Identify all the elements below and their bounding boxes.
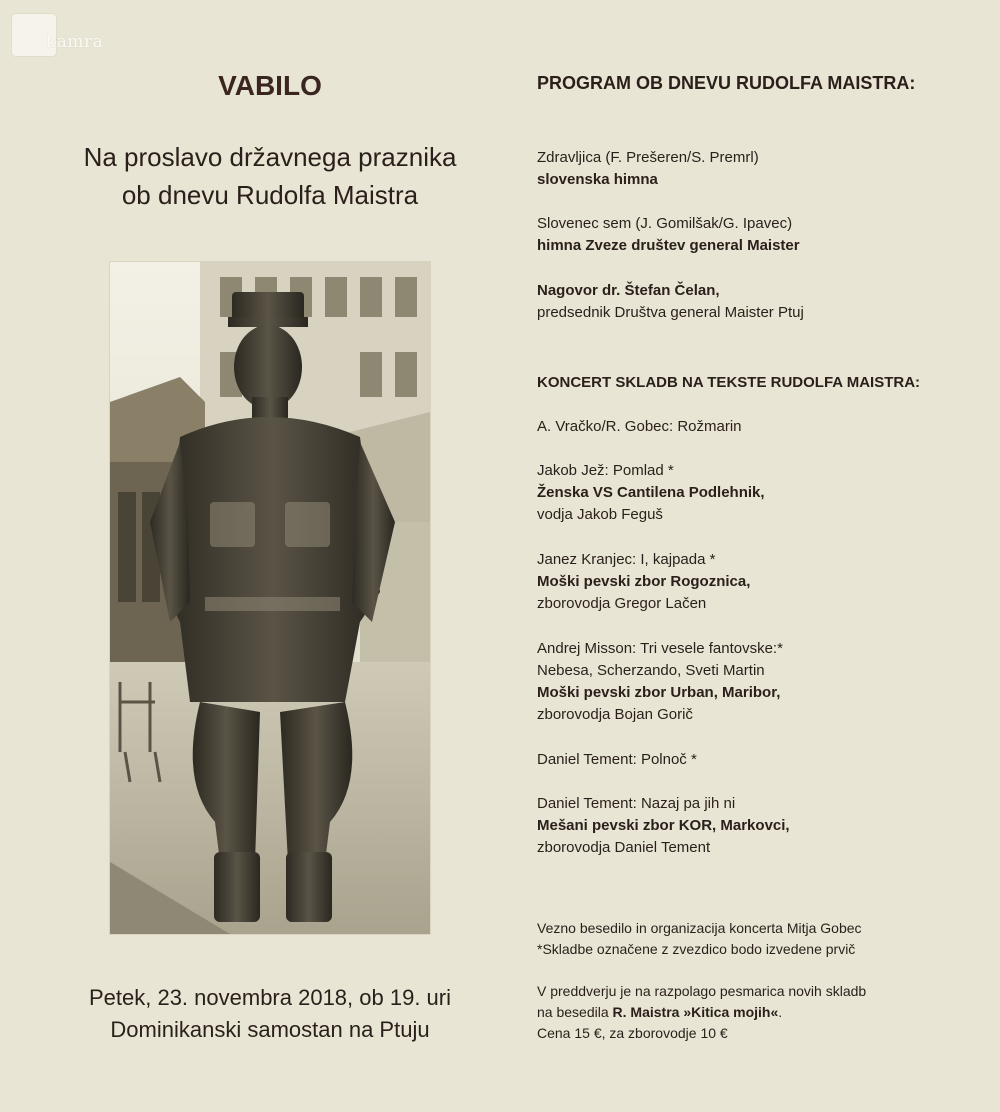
subtitle-line-1: Na proslavo državnega praznika	[83, 142, 457, 172]
kamra-logo	[12, 10, 112, 58]
concert-item	[537, 416, 977, 438]
event-place: Dominikanski samostan na Ptuju	[110, 1017, 430, 1042]
concert-item-bold: Moški pevski zbor Urban, Maribor,	[537, 684, 781, 701]
concert-item-bold: Ženska VS Cantilena Podlehnik,	[537, 484, 765, 501]
concert-item-line: Daniel Tement: Nazaj pa jih ni	[537, 795, 736, 812]
concert-item-bold: Mešani pevski zbor KOR, Markovci,	[537, 817, 790, 834]
concert-item-line: zborovodja Daniel Tement	[537, 839, 711, 856]
concert-item-line: Janez Kranjec: I, kajpada *	[537, 551, 716, 568]
note-line: Vezno besedilo in organizacija koncerta Mitja Gobec	[537, 920, 862, 936]
concert-item-line: Daniel Tement: Polnoč *	[537, 751, 697, 768]
concert-item-line: zborovodja Gregor Lačen	[537, 595, 707, 612]
program-item	[537, 147, 977, 191]
program-item-line: Zdravljica (F. Prešeren/S. Premrl)	[537, 149, 759, 166]
concert-item	[537, 549, 977, 615]
program-item-bold: himna Zveze društev general Maister	[537, 237, 800, 254]
songbook-title: R. Maistra »Kitica mojih«	[612, 1004, 779, 1020]
program-item-line: predsednik Društva general Maister Ptuj	[537, 304, 804, 321]
concert-item	[537, 460, 977, 526]
concert-item-bold: Moški pevski zbor Rogoznica,	[537, 573, 751, 590]
concert-item-line: Nebesa, Scherzando, Sveti Martin	[537, 662, 765, 679]
concert-item	[537, 638, 977, 726]
program-item-bold: Nagovor dr. Štefan Čelan,	[537, 282, 720, 299]
concert-item-line: zborovodja Bojan Gorič	[537, 706, 693, 723]
concert-item-line: Jakob Jež: Pomlad *	[537, 462, 674, 479]
note-suffix: .	[778, 1004, 783, 1020]
note-line: V preddverju je na razpolago pesmarica novih skladb	[537, 983, 867, 999]
price-line: Cena 15 €, za zborovodje 10 €	[537, 1025, 728, 1041]
event-info	[40, 982, 500, 1046]
concert-title: KONCERT SKLADB NA TEKSTE RUDOLFA MAISTRA:	[537, 374, 921, 391]
concert-item-line: Andrej Misson: Tri vesele fantovske:*	[537, 640, 783, 657]
note-line	[537, 1002, 977, 1023]
program-item	[537, 213, 977, 257]
subtitle-line-2: ob dnevu Rudolfa Maistra	[121, 180, 419, 210]
program-title: PROGRAM OB DNEVU RUDOLFA MAISTRA:	[537, 73, 916, 93]
note-line: *Skladbe označene z zvezdico bodo izvedene prvič	[537, 941, 856, 957]
concert-item-line: A. Vračko/R. Gobec: Rožmarin	[537, 418, 742, 435]
program-item-line: Slovenec sem (J. Gomilšak/G. Ipavec)	[537, 215, 793, 232]
logo-text: kamra	[46, 32, 104, 52]
event-date: Petek, 23. novembra 2018, ob 19. uri	[88, 985, 451, 1010]
songbook-notes	[537, 981, 977, 1044]
program-item	[537, 280, 977, 324]
concert-item	[537, 749, 977, 771]
organization-notes	[537, 918, 977, 960]
statue-photo	[110, 262, 430, 934]
invitation-title: VABILO	[218, 70, 322, 101]
concert-item-line: vodja Jakob Feguš	[537, 506, 663, 523]
program-item-bold: slovenska himna	[537, 171, 658, 188]
note-prefix: na besedila	[537, 1004, 613, 1020]
concert-item	[537, 793, 977, 859]
invitation-subtitle	[40, 138, 500, 214]
